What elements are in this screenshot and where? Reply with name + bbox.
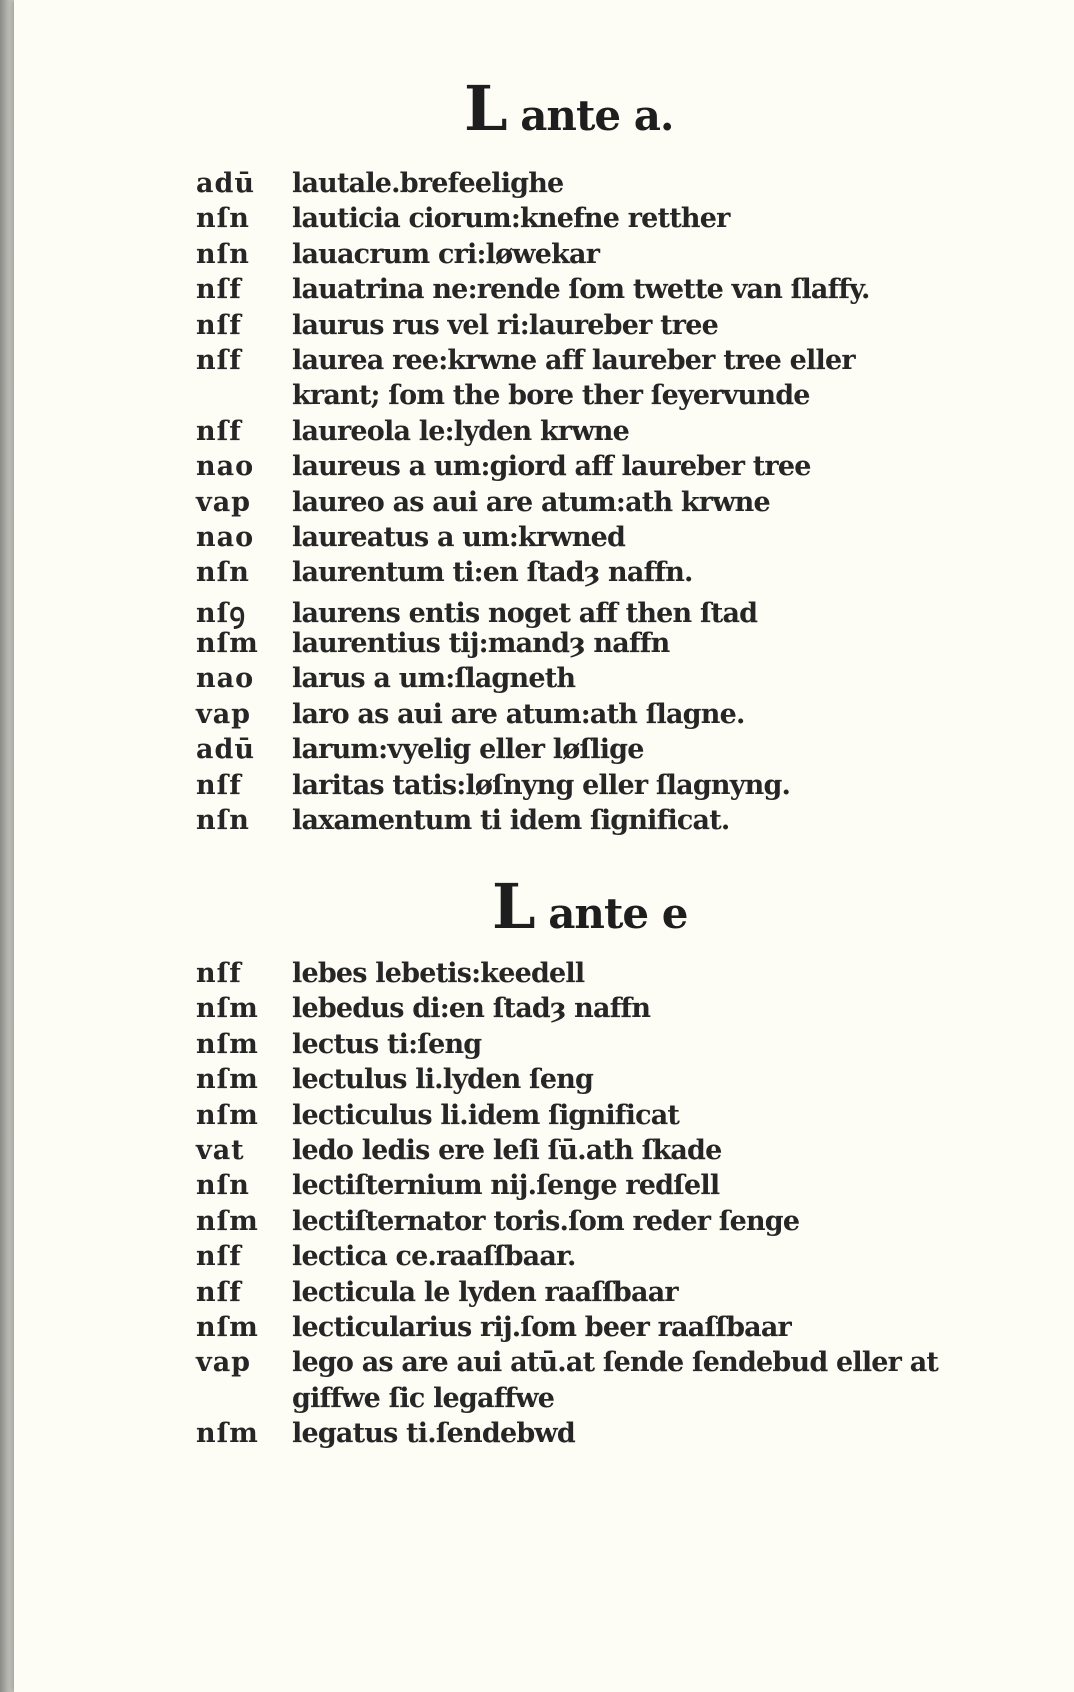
entry-text: lectus ti:ſeng: [292, 1028, 482, 1060]
entry-text: lecticulus li.idem ſignificat: [292, 1099, 680, 1131]
entry-text: lecticularius rij.ſom beer raaſſbaar: [292, 1311, 791, 1343]
entry-text: lego as are aui atū.at ſende ſendebud eller at: [292, 1347, 939, 1379]
entry-text: laureus a um:giord aff laureber tree: [292, 451, 811, 483]
dictionary-entry: [196, 958, 1056, 993]
entry-text: laurentum ti:en ſtadȝ naffn.: [292, 557, 693, 589]
entry-text: lectiſternium nij.ſenge redſell: [292, 1170, 720, 1202]
dictionary-entry: [196, 1312, 1056, 1347]
grammar-code: vap: [196, 486, 252, 518]
dictionary-entry: [196, 1100, 1056, 1135]
entry-text: lectulus li.lyden ſeng: [292, 1064, 594, 1096]
grammar-code: nſm: [196, 1099, 259, 1131]
entry-text: lebes lebetis:keedell: [292, 958, 585, 989]
entry-text: ledo ledis ere leſi ſū.ath ſkade: [292, 1134, 722, 1166]
grammar-code: nao: [196, 663, 255, 695]
dictionary-entry: [196, 1064, 1056, 1099]
entry-list-l-ante-a: [196, 168, 1056, 840]
dictionary-entry-continuation: [196, 1383, 1056, 1418]
dictionary-entry: [196, 168, 1056, 203]
dictionary-entry: [196, 805, 1056, 840]
dictionary-entry: [196, 522, 1056, 557]
entry-list-l-ante-e: [196, 958, 1056, 1453]
grammar-code: nſm: [196, 1418, 259, 1450]
dictionary-entry: [196, 770, 1056, 805]
entry-text: larum:vyelig eller løſlige: [292, 734, 644, 766]
heading-text: ante a.: [506, 91, 674, 140]
grammar-code: nao: [196, 521, 255, 553]
entry-text: laurens entis noget aff then ſtad: [292, 597, 758, 629]
dictionary-entry: [196, 593, 1056, 628]
grammar-code: nſf: [196, 309, 242, 341]
grammar-code: nſf: [196, 344, 242, 376]
entry-text: laurus rus vel ri:laureber tree: [292, 309, 718, 341]
grammar-code: nſf: [196, 1241, 242, 1273]
dictionary-entry: [196, 203, 1056, 238]
entry-text: laro as aui are atum:ath ſlagne.: [292, 698, 745, 730]
page-left-edge: [0, 0, 14, 1692]
entry-text: lebedus di:en ſtadȝ naffn: [292, 993, 651, 1025]
grammar-code: nſn: [196, 1170, 250, 1202]
grammar-code: nſm: [196, 628, 259, 660]
grammar-code: nſf: [196, 415, 242, 447]
grammar-code: vap: [196, 1347, 252, 1379]
grammar-code: nſm: [196, 1205, 259, 1237]
entry-text: lecticula le lyden raaſſbaar: [292, 1276, 678, 1308]
dictionary-entry: [196, 310, 1056, 345]
document-page: [14, 0, 1074, 1692]
entry-text: lauatrina ne:rende ſom twette van ſlaffy.: [292, 274, 870, 306]
entry-text: laureola le:lyden krwne: [292, 415, 629, 447]
heading-initial: L: [464, 72, 507, 145]
entry-text: lautale.brefeelighe: [292, 168, 564, 199]
entry-text: krant; ſom the bore ther ſeyervunde: [292, 380, 810, 412]
dictionary-entry: [196, 451, 1056, 486]
grammar-code: nſf: [196, 274, 242, 306]
dictionary-entry: [196, 416, 1056, 451]
dictionary-entry: [196, 1135, 1056, 1170]
dictionary-entry: [196, 557, 1056, 592]
dictionary-entry: [196, 663, 1056, 698]
heading-text: ante e: [534, 889, 688, 938]
heading-initial: L: [492, 870, 535, 943]
entry-text: giffwe ſic legaffwe: [292, 1382, 555, 1414]
grammar-code: nſf: [196, 769, 242, 801]
dictionary-entry: [196, 699, 1056, 734]
grammar-code: nſn: [196, 557, 250, 589]
grammar-code: nſf: [196, 958, 242, 989]
dictionary-entry: [196, 734, 1056, 769]
grammar-code: nſm: [196, 1311, 259, 1343]
grammar-code: vap: [196, 698, 252, 730]
entry-text: laurentius tij:mandȝ naffn: [292, 628, 670, 660]
grammar-code: nſꝯ: [196, 597, 247, 629]
entry-text: laritas tatis:løſnyng eller ſlagnyng.: [292, 769, 791, 801]
grammar-code: adū: [196, 168, 256, 199]
dictionary-entry: [196, 345, 1056, 380]
dictionary-entry: [196, 1029, 1056, 1064]
grammar-code: nſf: [196, 1276, 242, 1308]
dictionary-entry: [196, 1277, 1056, 1312]
dictionary-entry-continuation: [196, 380, 1056, 415]
grammar-code: nſm: [196, 1064, 259, 1096]
grammar-code: nao: [196, 451, 255, 483]
dictionary-entry: [196, 993, 1056, 1028]
entry-text: laureatus a um:krwned: [292, 521, 626, 553]
entry-text: lauticia ciorum:knefne retther: [292, 203, 730, 235]
dictionary-entry: [196, 487, 1056, 522]
grammar-code: nſm: [196, 1028, 259, 1060]
entry-text: larus a um:ſlagneth: [292, 663, 576, 695]
dictionary-entry: [196, 1347, 1056, 1382]
entry-text: lauacrum cri:løwekar: [292, 238, 600, 270]
section-heading-l-ante-a: [464, 72, 674, 145]
dictionary-entry: [196, 239, 1056, 274]
dictionary-entry: [196, 274, 1056, 309]
grammar-code: nſn: [196, 203, 250, 235]
entry-text: lectica ce.raaſſbaar.: [292, 1241, 576, 1273]
section-heading-l-ante-e: [492, 870, 687, 943]
dictionary-entry: [196, 628, 1056, 663]
grammar-code: vat: [196, 1134, 245, 1166]
dictionary-entry: [196, 1170, 1056, 1205]
dictionary-entry: [196, 1241, 1056, 1276]
entry-text: laxamentum ti idem ſignificat.: [292, 805, 730, 837]
grammar-code: adū: [196, 734, 256, 766]
dictionary-entry: [196, 1418, 1056, 1453]
dictionary-entry: [196, 1206, 1056, 1241]
entry-text: laurea ree:krwne aff laureber tree eller: [292, 344, 855, 376]
entry-text: laureo as aui are atum:ath krwne: [292, 486, 770, 518]
entry-text: lectiſternator toris.ſom reder ſenge: [292, 1205, 800, 1237]
grammar-code: nſn: [196, 238, 250, 270]
grammar-code: nſm: [196, 993, 259, 1025]
entry-text: legatus ti.ſendebwd: [292, 1418, 575, 1450]
grammar-code: nſn: [196, 805, 250, 837]
